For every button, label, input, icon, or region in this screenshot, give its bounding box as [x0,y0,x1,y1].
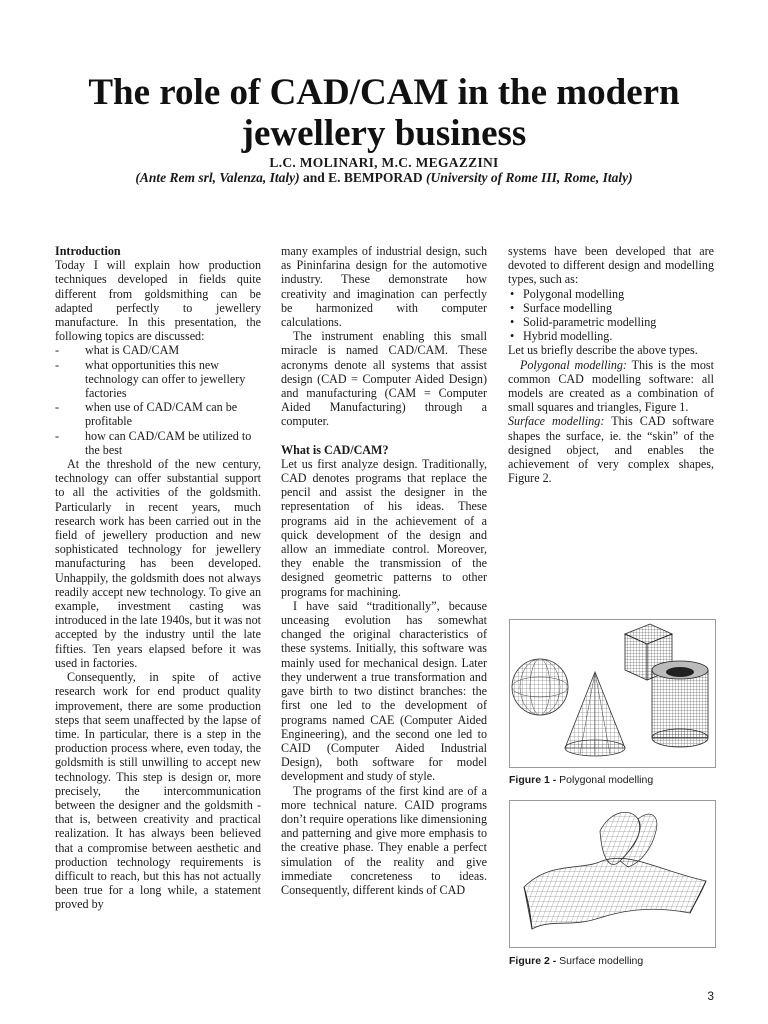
surface-paragraph [508,414,714,485]
topic-item: - what opportunities this new technology can offer to jewellery factories [55,358,261,401]
modelling-types-list [508,287,714,344]
polygonal-label: Polygonal modelling: [520,357,627,372]
paper-title [40,72,728,154]
modelling-type-item: • Polygonal modelling [508,287,714,301]
body-paragraph: many examples of industrial design, such as Pininfarina design for the automotive industry. These demonstrate how creativity and imagination can perfectly be harmonized with computer calculations. [281,244,487,330]
figure-1-caption [509,774,729,786]
title-line-2: jewellery business [241,113,527,154]
cone-mesh [565,672,625,756]
section-spacer [281,429,487,443]
affiliation-ante-rem: (Ante Rem srl, Valenza, Italy) [135,170,300,185]
body-paragraph: The programs of the first kind are of a more technical nature. CAID programs don’t require operations like dimensioning and patterning and give more emphasis to the creative phase. They enable a perfect simulation of the reality and give immediate concreteness to ideas. Consequently, different kinds of CAD [281,783,488,897]
body-paragraph: systems have been developed that are devoted to different design and modelling types, such as: [508,244,714,287]
author-affiliations [20,170,748,186]
body-paragraph: The instrument enabling this small miracle is named CAD/CAM. These acronyms denote all systems that assist design (CAD = Computer Aided Design) and manufacturing (CAM = Computer Aided Manufacturing) through a computer. [281,329,487,429]
affiliation-connector: and [299,170,329,185]
figure-1-polygonal-image [509,619,716,768]
surface-text: This CAD software shapes the surface, ie. the “skin” of the designed object, and enables the achievement of very complex shapes, Figure 2. [508,414,714,486]
figure-1-caption-text: Polygonal modelling [556,774,654,786]
figure-1-label: Figure 1 - [509,774,557,786]
surface-model-illustration [510,801,715,947]
body-paragraph: Let us briefly describe the above types. [508,343,698,358]
figure-2-caption [509,955,729,967]
figure-2-surface-image [509,800,716,948]
text-column-3 [508,244,714,485]
body-paragraph: Let us first analyze design. Traditionally, CAD denotes programs that replace the pencil and assist the designer in the representation of his ideas. These programs aid in the achievement of a quick development of the design and allow an immediate control. Moreover, they enable the transmission of the designed geometric patterns to other programs for machining. [281,456,487,599]
modelling-type-item: • Surface modelling [508,301,714,315]
intro-paragraph: Today I will explain how production techniques developed in fields quite different from goldsmithing can be adapted perfectly to jewellery manufacture. In this presentation, the following topics are discussed: [55,258,261,344]
figure-2-label: Figure 2 - [509,955,557,967]
body-paragraph: I have said “traditionally”, because unceasing evolution has somewhat changed the original characteristics of these systems. Initially, this software was mainly used for mechanical design. Later they underwent a true transformation and gave birth to two distinct branches: the first one led to the development of programs named CAE (Computer Aided Engineering), and the second one led to CAID (Computer Aided Industrial Design), both software for model development and study of style. [281,598,487,784]
surface-mesh [524,812,706,929]
section-heading-introduction: Introduction [55,244,121,258]
topic-item: - how can CAD/CAM be utilized to the best [55,429,261,457]
topic-item: - when use of CAD/CAM can be profitable [55,400,261,428]
polygonal-text: This is the most common CAD modelling software: all models are created as a combination of small squares and triangles, Figure 1. [508,357,714,415]
title-line-1: The role of CAD/CAM in the modern [88,72,680,113]
author-list: L.C. MOLINARI, M.C. MEGAZZINI [269,155,499,170]
section-heading-what-is-cadcam: What is CAD/CAM? [281,442,389,457]
body-paragraph: At the threshold of the new century, technology can offer substantial support to all the activities of the goldsmith. Particularly in recent years, much research work has been carried out in the field of jewellery production and new sophisticated technology for jewellery manufacturing has been developed. Unhappily, the goldsmith does not always readily accept new technology. To give an example, investment casting was introduced in the late 1940s, but it was not accepted by the industry until the late fifties. Ten years elapsed before it was used in factories. [55,457,261,670]
affiliation-author-bemporad: E. BEMPORAD [328,170,423,185]
topics-list [55,343,261,457]
text-column-2 [281,244,487,897]
polygonal-models-illustration [510,620,715,767]
body-paragraph: Consequently, in spite of active research work for end product quality improvement, there are some production steps that seem unaffected by the lapse of time. In particular, there is a step in the production process where, even today, the goldsmith is still unwilling to accept new technology. This step is design or, more precisely, the intercommunication between the designer and the goldsmith - that is, between creativity and practical realization. It has always been believed that a compromise between aesthetic and production technology requirements is difficult to reach, but this has not actually been true for a long while, a statement proved by [55,670,261,912]
sphere-mesh [512,659,568,715]
figure-2-caption-text: Surface modelling [556,955,644,967]
modelling-type-item: • Solid-parametric modelling [508,315,714,329]
surface-label: Surface modelling: [508,414,605,429]
cylinder-mesh [652,661,708,747]
topic-item: - what is CAD/CAM [55,343,261,357]
modelling-type-item: • Hybrid modelling. [508,329,714,343]
page-number: 3 [707,989,714,1003]
affiliation-rome: (University of Rome III, Rome, Italy) [422,170,633,185]
text-column-1 [55,244,261,912]
polygonal-paragraph [508,358,714,415]
